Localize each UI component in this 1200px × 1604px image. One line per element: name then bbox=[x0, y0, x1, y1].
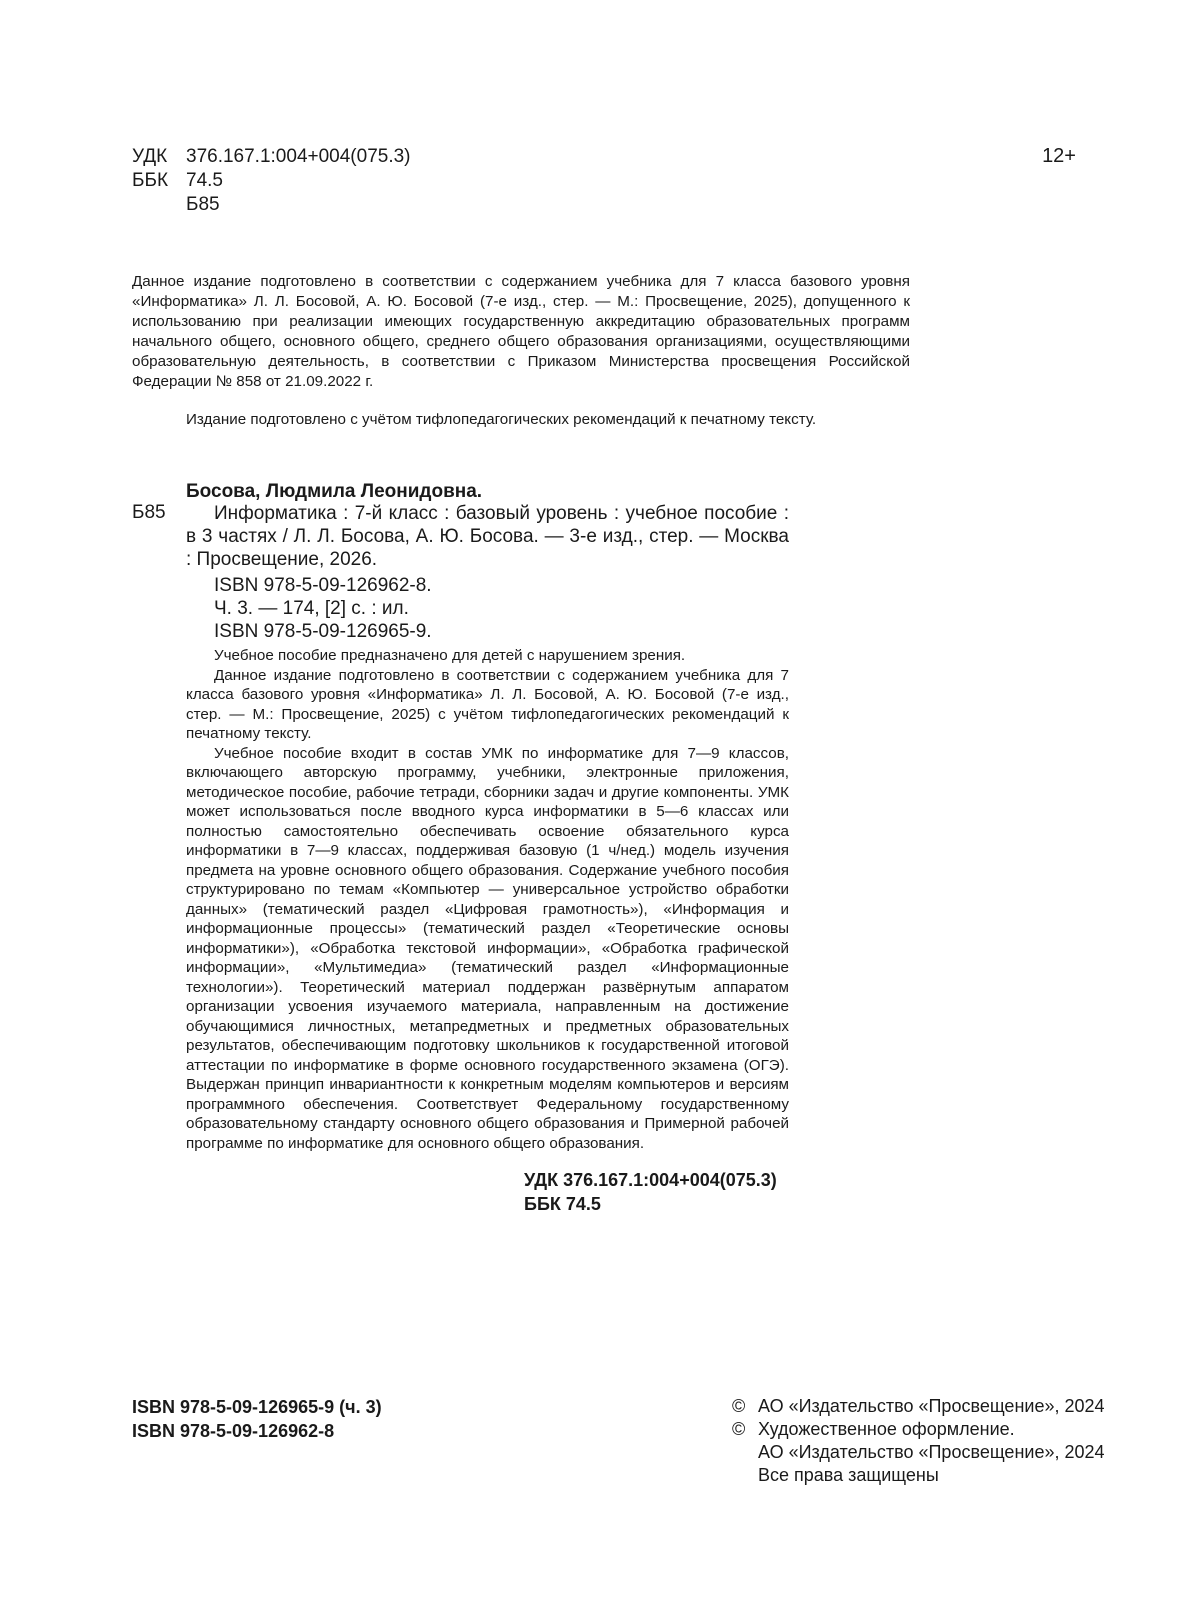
bib-author-mark: Б85 bbox=[132, 502, 166, 523]
copyright-icon: © bbox=[732, 1419, 746, 1439]
copyright-icon: © bbox=[732, 1396, 746, 1416]
age-rating: 12+ bbox=[1042, 145, 1076, 167]
annotation-codes bbox=[524, 1168, 777, 1216]
udc-value: 376.167.1:004+004(075.3) bbox=[186, 146, 411, 167]
isbn-list bbox=[132, 1395, 382, 1443]
annotation-paragraph: Учебное пособие предназначено для детей с нарушением зрения. bbox=[214, 647, 686, 664]
bbk-key: ББК bbox=[132, 170, 169, 191]
udc-key: УДК bbox=[132, 146, 168, 167]
isbn-part: ISBN 978-5-09-126965-9 (ч. 3) bbox=[132, 1397, 382, 1417]
bib-isbn-block bbox=[214, 574, 432, 643]
annotation-bbk: ББК 74.5 bbox=[524, 1194, 601, 1214]
bbk-value: 74.5 bbox=[186, 170, 223, 191]
annotation-paragraph: Учебное пособие входит в состав УМК по информатике для 7—9 классов, включающего авторскую программу, учебники, электронные приложения, методическое пособие, рабочие тетради, сборники задач и другие компоненты. УМК может использоваться после вводного курса информатики в 5—6 классах или полностью самостоятельно обеспечивать освоение обязательного курса информатики в 7—9 классах, поддерживая базовую (1 ч/нед.) модель изучения предмета на уровне основного общего образования. Содержание учебного пособия структурировано по темам «Компьютер — универсальное устройство обработки данных» (тематический раздел «Цифровая грамотность»), «Информация и информационные процессы» (тематический раздел «Теоретические основы информатики»), «Обработка текстовой информации», «Обработка графической информации», «Мультимедиа» (тематический раздел «Информационные технологии»). Теоретический материал поддержан развёрнутым аппаратом организации усвоения изучаемого материала, направленным на достижение обучающимися личностных, метапредметных и предметных образовательных результатов, обеспечивающим подготовку школьников к государственной итоговой аттестации по информатике в форме основного государственного экзамена (ОГЭ). Выдержан принцип инвариантности к конкретным моделям компьютеров и версиям программного обеспечения. Соответствует Федеральному государственному образовательному стандарту основного общего образования и Примерной рабочей программе по информатике для основного общего образования. bbox=[186, 744, 789, 1152]
tiflo-note: Издание подготовлено с учётом тифлопедагогических рекомендаций к печатному тексту. bbox=[186, 411, 817, 428]
copyright-block bbox=[732, 1395, 1105, 1487]
annotation bbox=[186, 646, 789, 1153]
bib-description: Информатика : 7-й класс : базовый уровень : учебное пособие : в 3 частях / Л. Л. Босова, А. Ю. Босова. — 3-е изд., стер. — Москва : Просвещение, 2026. bbox=[186, 503, 789, 570]
copyright-design-publisher: АО «Издательство «Просвещение», 2024 bbox=[758, 1442, 1105, 1462]
isbn-general: ISBN 978-5-09-126962-8 bbox=[132, 1421, 335, 1441]
annotation-paragraph: Данное издание подготовлено в соответствии с содержанием учебника для 7 класса базового уровня «Информатика» Л. Л. Босовой, А. Ю. Босовой (7-е изд., стер. — М.: Просвещение, 2025) с учётом тифлопедагогических рекомендаций к печатному тексту. bbox=[186, 666, 789, 742]
copyright-publisher: АО «Издательство «Просвещение», 2024 bbox=[758, 1396, 1105, 1416]
bib-isbn-general: ISBN 978-5-09-126962-8. bbox=[214, 575, 432, 596]
bib-description-block bbox=[186, 502, 789, 571]
copyright-design: Художественное оформление. bbox=[758, 1419, 1015, 1439]
classification-codes bbox=[132, 145, 411, 217]
bib-author: Босова, Людмила Леонидовна. bbox=[186, 481, 483, 502]
bib-isbn-part: ISBN 978-5-09-126965-9. bbox=[214, 621, 432, 642]
annotation-udc: УДК 376.167.1:004+004(075.3) bbox=[524, 1170, 777, 1190]
author-mark: Б85 bbox=[186, 194, 220, 215]
approval-notice: Данное издание подготовлено в соответствии с содержанием учебника для 7 класса базового уровня «Информатика» Л. Л. Босовой, А. Ю. Босовой (7-е изд., стер. — М.: Просвещение, 2025), допущенного к использованию при реализации имеющих государственную аккредитацию образовательных программ начального общего, основного общего, среднего общего образования организациями, осуществляющими образовательную деятельность, в соответствии с Приказом Министерства просвещения Российской Федерации № 858 от 21.09.2022 г. bbox=[132, 273, 910, 390]
rights-reserved: Все права защищены bbox=[758, 1465, 939, 1485]
bib-part: Ч. 3. — 174, [2] с. : ил. bbox=[214, 598, 409, 619]
